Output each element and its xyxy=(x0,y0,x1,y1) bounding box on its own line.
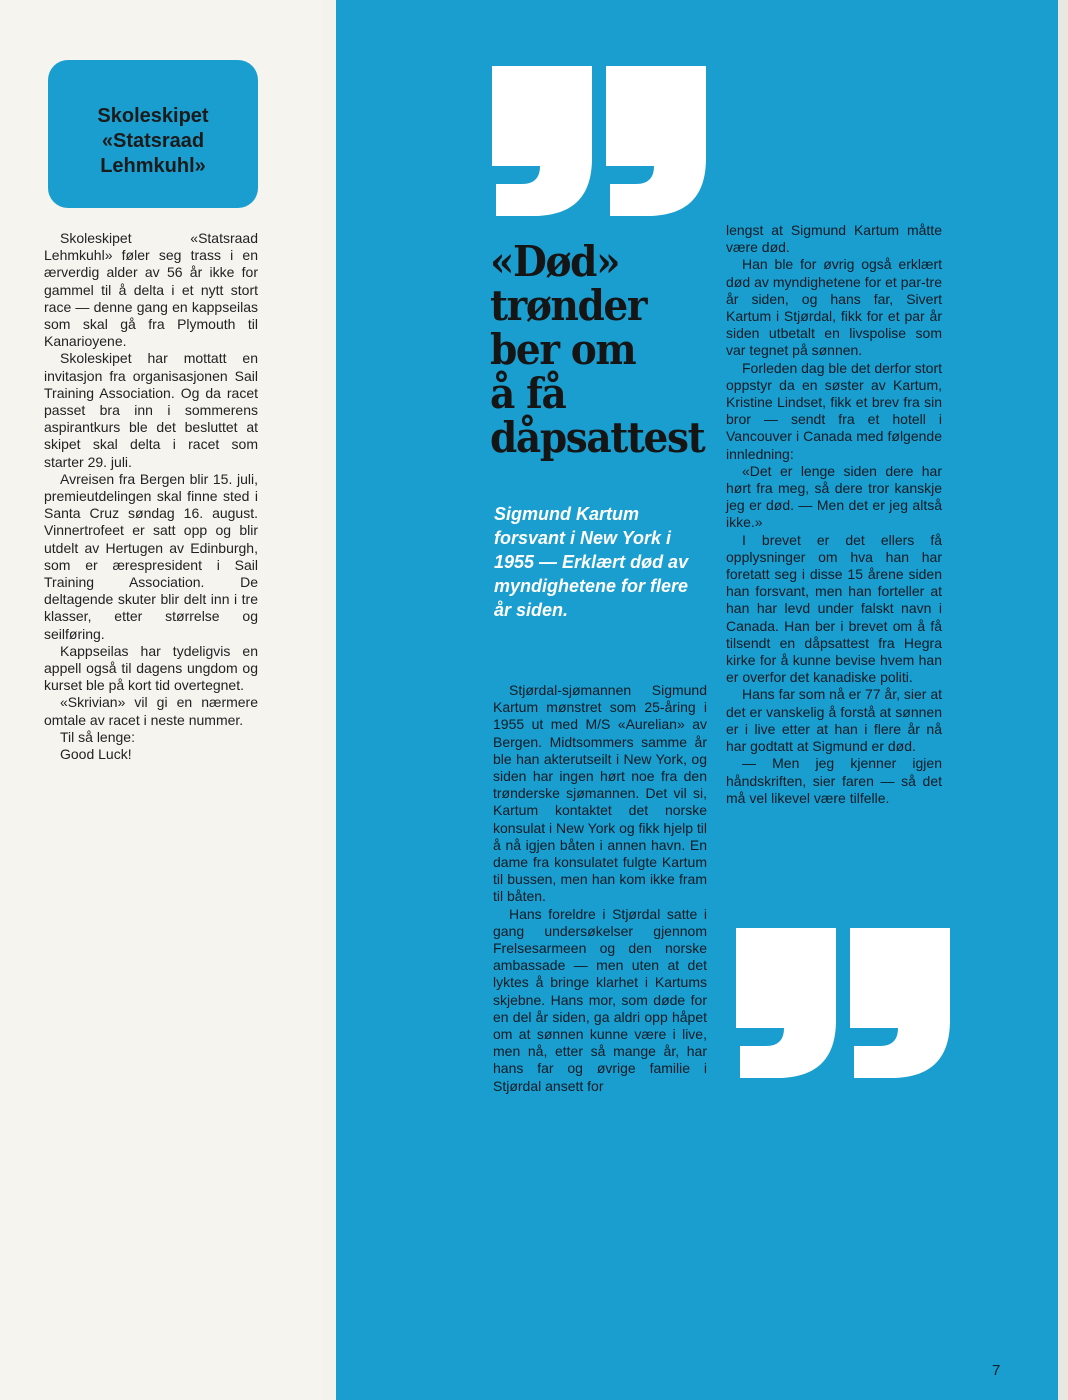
article-paragraph: Han ble for øvrig også erklært død av myndighetene for et par-tre år siden, og hans far, Sivert Kartum i Stjørdal, fikk for et par år siden utbetalt en livspolise som var tegnet på sønnen. xyxy=(726,256,942,359)
sidebar-title xyxy=(48,104,258,179)
article-paragraph: Hans foreldre i Stjørdal satte i gang undersøkelser gjennom Frelsesarmeen og den norske ambassade — men uten at det lyktes å bringe klarhet i Kartums skjebne. Hans mor, som døde for en del år siden, ga aldri opp håpet om at sønnen kunne være i live, men nå, etter så mange år, har hans far og øvrige familie i Stjørdal ansett for xyxy=(493,905,707,1094)
article-column-2 xyxy=(726,222,942,807)
article-paragraph: Stjørdal-sjømannen Sigmund Kartum mønstret som 25-åring i 1955 ut med M/S «Aurelian» av Bergen. Midtsommers samme år ble han akterutseilt i New York, og siden har ingen hørt noe fra den trønderske sjømannen. Det vil si, Kartum kontaktet det norske konsulat i New York og fikk hjelp til å nå igjen båten i annen havn. En dame fra konsulatet fulgte Kartum til bussen, men han kom ikke fram til båten. xyxy=(493,682,707,905)
sidebar-paragraph: Skoleskipet har mottatt en invitasjon fra organisasjonen Sail Training Association. Og da racet passet bra inn i sommerens aspirantkurs ble det besluttet at skipet skal delta i racet som starter 29. juli. xyxy=(44,350,258,470)
article-paragraph: «Det er lenge siden dere har hørt fra meg, så dere tror kanskje jeg er død. — Men det er jeg altså ikke.» xyxy=(726,462,942,531)
article-subhead: Sigmund Kartum forsvant i New York i 1955 — Erklært død av myndighetene for flere år siden. xyxy=(494,504,689,620)
page-edge xyxy=(1058,0,1068,1400)
page-number: 7 xyxy=(992,1362,1001,1379)
article-column-1 xyxy=(493,682,707,1095)
article-paragraph: lengst at Sigmund Kartum måtte være død. xyxy=(726,222,942,256)
sidebar-title-line: Skoleskipet xyxy=(97,105,209,127)
article-paragraph: I brevet er det ellers få opplysninger om hva han har foretatt seg i disse 15 årene siden han forsvant, men han forteller at han har levd under falskt navn i Canada. Han ber i brevet om å få tilsendt en dåpsattest fra Hegra kirke for å kunne bevise hvem han er overfor det kanadiske politi. xyxy=(726,531,942,686)
sidebar-paragraph: Good Luck! xyxy=(60,746,132,763)
sidebar-body xyxy=(44,230,258,763)
sidebar-paragraph: Avreisen fra Bergen blir 15. juli, premieutdelingen skal finne sted i Santa Cruz søndag 16. august. Vinnertrofeet er satt opp og blir utdelt av Hertugen av Edinburgh, som er ærespresident i Sail Training Association. De deltagende skuter blir delt inn i tre klasser, etter størrelse og seilføring. xyxy=(44,470,258,642)
article-paragraph: Forleden dag ble det derfor stort oppstyr da en søster av Kartum, Kristine Lindset, fikk et brev fra sin bror — sendt fra et hotell i Vancouver i Canada med følgende innledning: xyxy=(726,359,943,462)
headline-line: å få xyxy=(490,369,566,418)
closing-quote-mark-icon xyxy=(488,66,708,216)
headline-line: dåpsattest xyxy=(490,413,705,462)
sidebar-title-line: «Statsraad xyxy=(101,130,205,152)
sidebar-paragraph: Til så lenge: xyxy=(60,728,135,745)
gutter-strip xyxy=(322,0,336,1400)
sidebar-title-line: Lehmkuhl» xyxy=(100,155,206,177)
sidebar-paragraph: «Skrivian» vil gi en nærmere omtale av racet i neste nummer. xyxy=(44,694,258,728)
sidebar-paragraph: Kappseilas har tydeligvis en appell også til dagens ungdom og kurset ble på kort tid overtegnet. xyxy=(44,642,258,694)
sidebar-paragraph: Skoleskipet «Statsraad Lehmkuhl» føler seg trass i en ærverdig alder av 56 år ikke for gammel til å delta i et nytt stort race — denne gang en kappseilas som skal gå fra Plymouth til Kanarioyene. xyxy=(44,230,258,350)
headline-line: trønder xyxy=(490,281,647,330)
article-paragraph: — Men jeg kjenner igjen håndskriften, sier faren — så det må vel likevel være tilfelle. xyxy=(726,755,942,806)
closing-quote-mark-icon xyxy=(732,928,952,1078)
headline-line: ber om xyxy=(490,325,636,374)
article-paragraph: Hans far som nå er 77 år, sier at det er vanskelig å forstå at sønnen er i live etter at han i flere år nå har godtatt at Sigmund er død. xyxy=(726,686,942,755)
article-headline xyxy=(490,237,705,462)
headline-line: «Død» xyxy=(490,237,620,286)
